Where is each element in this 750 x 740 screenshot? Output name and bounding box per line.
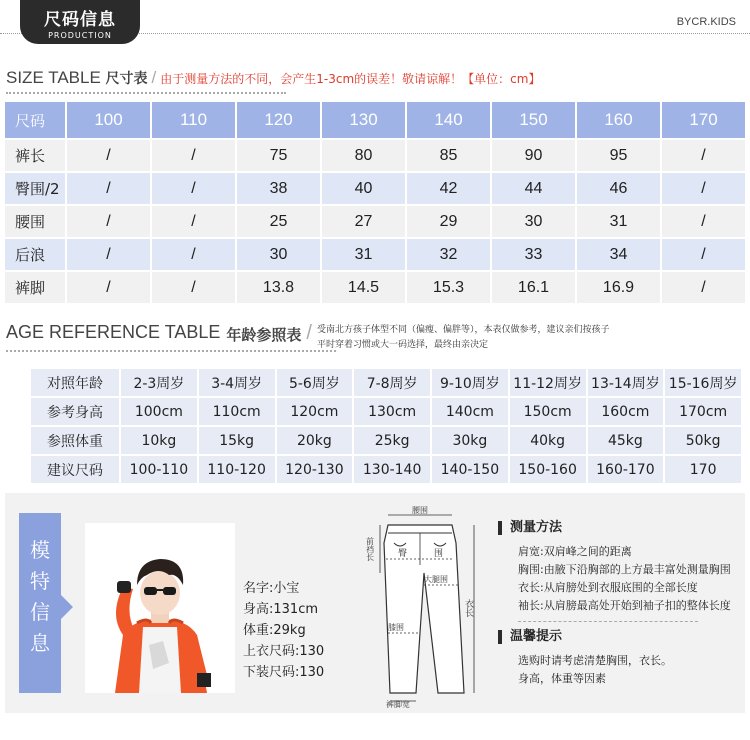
row-label: 后浪 bbox=[5, 239, 65, 270]
measure-line: 袖长:从肩膀最高处开始到袖子扣的整体长度 bbox=[518, 599, 731, 612]
table-cell: 14.5 bbox=[322, 272, 405, 303]
row-label: 裤长 bbox=[5, 140, 65, 171]
table-cell: 9-10周岁 bbox=[432, 369, 508, 396]
table-cell: 170cm bbox=[665, 398, 741, 425]
table-cell: 30kg bbox=[432, 427, 508, 454]
table-cell: 170 bbox=[662, 102, 745, 138]
size-note: 由于测量方法的不同，会产生1-3cm的误差！敬请谅解！【单位：cm】 bbox=[160, 72, 541, 86]
header-tab bbox=[20, 0, 140, 44]
title-separator: / bbox=[306, 322, 312, 344]
measure-line: 胸围:由腋下沿胸部的上方最丰富处测量胸围 bbox=[518, 563, 731, 576]
dotted-divider bbox=[6, 350, 336, 352]
diagram-hem-label: 裤脚宽 bbox=[386, 700, 410, 708]
row-label: 参照体重 bbox=[31, 427, 119, 454]
table-row bbox=[31, 427, 741, 454]
model-weight: 体重:29kg bbox=[243, 623, 306, 638]
table-cell: 120 bbox=[237, 102, 320, 138]
table-cell: / bbox=[67, 140, 150, 171]
model-info-tag bbox=[19, 513, 61, 693]
diagram-front-rise-label: 前裆长 bbox=[365, 537, 375, 561]
table-cell: / bbox=[662, 140, 745, 171]
model-details bbox=[243, 578, 324, 683]
age-desc-line1: 受南北方孩子体型不同（偏瘦、偏胖等），本表仅做参考，建议亲们按孩子 bbox=[316, 324, 610, 334]
diagram-hip-char-2: 围 bbox=[434, 549, 444, 559]
tip-line: 身高，体重等因素 bbox=[518, 672, 606, 685]
table-cell: 130 bbox=[322, 102, 405, 138]
table-cell: 75 bbox=[237, 140, 320, 171]
model-top-size: 上衣尺码:130 bbox=[243, 644, 325, 659]
table-cell: 150cm bbox=[510, 398, 586, 425]
table-cell: 34 bbox=[577, 239, 660, 270]
table-cell: 100-110 bbox=[121, 456, 197, 483]
table-cell: 15-16周岁 bbox=[665, 369, 741, 396]
table-cell: 31 bbox=[322, 239, 405, 270]
model-photo bbox=[85, 523, 235, 693]
table-cell: 150-160 bbox=[510, 456, 586, 483]
brand-name: BYCR.KIDS bbox=[676, 16, 736, 28]
diagram-knee-label: 膝围 bbox=[388, 623, 404, 632]
table-cell: 130-140 bbox=[354, 456, 430, 483]
table-cell: 29 bbox=[407, 206, 490, 237]
model-section bbox=[5, 493, 745, 713]
table-cell: 3-4周岁 bbox=[199, 369, 275, 396]
size-header-row bbox=[5, 102, 745, 138]
table-cell: 140 bbox=[407, 102, 490, 138]
table-cell: / bbox=[152, 206, 235, 237]
measure-line: 肩宽:双肩峰之间的距离 bbox=[518, 545, 632, 558]
table-cell: 160-170 bbox=[588, 456, 664, 483]
table-cell: 150 bbox=[492, 102, 575, 138]
tag-char: 模 bbox=[30, 538, 50, 562]
table-cell: 13.8 bbox=[237, 272, 320, 303]
table-cell: / bbox=[662, 272, 745, 303]
table-cell: 42 bbox=[407, 173, 490, 204]
table-cell: / bbox=[67, 173, 150, 204]
table-cell: 160 bbox=[577, 102, 660, 138]
table-cell: 100 bbox=[67, 102, 150, 138]
table-cell: 110-120 bbox=[199, 456, 275, 483]
table-cell: 50kg bbox=[665, 427, 741, 454]
table-cell: 16.9 bbox=[577, 272, 660, 303]
table-cell: / bbox=[67, 206, 150, 237]
table-cell: 120cm bbox=[277, 398, 353, 425]
table-cell: 140cm bbox=[432, 398, 508, 425]
age-section-title bbox=[6, 322, 697, 352]
table-cell: 120-130 bbox=[277, 456, 353, 483]
tip-title: 温馨提示 bbox=[498, 630, 748, 644]
table-cell: 10kg bbox=[121, 427, 197, 454]
table-cell: 38 bbox=[237, 173, 320, 204]
table-cell: 25 bbox=[237, 206, 320, 237]
table-cell: 110 bbox=[152, 102, 235, 138]
diagram-thigh-label: 大腿围 bbox=[424, 575, 448, 584]
table-cell: 40kg bbox=[510, 427, 586, 454]
row-label: 裤脚 bbox=[5, 272, 65, 303]
table-cell: / bbox=[662, 239, 745, 270]
table-cell: 16.1 bbox=[492, 272, 575, 303]
table-cell: / bbox=[152, 239, 235, 270]
table-cell: / bbox=[152, 272, 235, 303]
row-label: 建议尺码 bbox=[31, 456, 119, 483]
table-cell: 15.3 bbox=[407, 272, 490, 303]
age-title-en: AGE REFERENCE TABLE bbox=[6, 322, 221, 342]
header-title: 尺码信息 bbox=[44, 10, 116, 30]
diagram-waist-label: 腰围 bbox=[412, 506, 428, 515]
table-cell: / bbox=[152, 173, 235, 204]
table-cell: 20kg bbox=[277, 427, 353, 454]
table-cell: 45kg bbox=[588, 427, 664, 454]
measure-title: 测量方法 bbox=[498, 521, 748, 535]
row-label: 对照年龄 bbox=[31, 369, 119, 396]
dotted-divider bbox=[6, 92, 286, 94]
model-bottom-size: 下装尺码:130 bbox=[243, 665, 325, 680]
model-height: 身高:131cm bbox=[243, 602, 319, 617]
table-cell: 33 bbox=[492, 239, 575, 270]
dashed-divider bbox=[518, 621, 698, 622]
table-cell: 27 bbox=[322, 206, 405, 237]
age-desc-line2: 平时穿着习惯或大一码选择，最终由亲决定 bbox=[316, 339, 488, 349]
table-cell: / bbox=[152, 140, 235, 171]
tag-char: 特 bbox=[30, 569, 50, 593]
size-section-title bbox=[6, 68, 540, 88]
table-cell: 130cm bbox=[354, 398, 430, 425]
table-cell: 80 bbox=[322, 140, 405, 171]
table-cell: 2-3周岁 bbox=[121, 369, 197, 396]
table-cell: 13-14周岁 bbox=[588, 369, 664, 396]
title-separator: / bbox=[151, 68, 157, 87]
table-cell: 31 bbox=[577, 206, 660, 237]
table-cell: 40 bbox=[322, 173, 405, 204]
size-title-cn: 尺寸表 bbox=[105, 71, 148, 87]
table-cell: 140-150 bbox=[432, 456, 508, 483]
table-cell: 15kg bbox=[199, 427, 275, 454]
pants-measurement-diagram bbox=[360, 503, 490, 708]
table-cell: 30 bbox=[492, 206, 575, 237]
header-subtitle: PRODUCTION bbox=[48, 31, 112, 40]
model-name: 名字:小宝 bbox=[243, 581, 300, 596]
row-label: 参考身高 bbox=[31, 398, 119, 425]
table-cell: / bbox=[67, 272, 150, 303]
table-cell: 7-8周岁 bbox=[354, 369, 430, 396]
table-cell: 44 bbox=[492, 173, 575, 204]
table-row bbox=[5, 272, 745, 303]
table-cell: 85 bbox=[407, 140, 490, 171]
size-title-en: SIZE TABLE bbox=[6, 68, 101, 87]
table-cell: / bbox=[67, 239, 150, 270]
tag-char: 信 bbox=[30, 600, 50, 624]
table-cell: 30 bbox=[237, 239, 320, 270]
table-cell: 95 bbox=[577, 140, 660, 171]
table-cell: 110cm bbox=[199, 398, 275, 425]
table-cell: 90 bbox=[492, 140, 575, 171]
table-cell: 25kg bbox=[354, 427, 430, 454]
table-row bbox=[31, 456, 741, 483]
table-cell: 32 bbox=[407, 239, 490, 270]
table-row bbox=[31, 398, 741, 425]
row-label: 臀围/2 bbox=[5, 173, 65, 204]
table-cell: 170 bbox=[665, 456, 741, 483]
tag-char: 息 bbox=[30, 631, 50, 655]
diagram-length-label: 衣长 bbox=[463, 599, 473, 617]
table-row bbox=[5, 239, 745, 270]
age-title-cn: 年龄参照表 bbox=[226, 327, 302, 344]
table-cell: / bbox=[662, 173, 745, 204]
table-row bbox=[31, 369, 741, 396]
tip-line: 选购时请考虑清楚胸围，衣长。 bbox=[518, 654, 672, 667]
diagram-hip-char-1: 臀 bbox=[398, 549, 408, 559]
model-photo-illustration bbox=[85, 523, 235, 693]
table-row bbox=[5, 140, 745, 171]
size-table bbox=[3, 100, 747, 305]
table-cell: 100cm bbox=[121, 398, 197, 425]
table-row bbox=[5, 173, 745, 204]
measurement-guide bbox=[498, 521, 748, 688]
table-cell: 5-6周岁 bbox=[277, 369, 353, 396]
row-label: 腰围 bbox=[5, 206, 65, 237]
page-header bbox=[0, 0, 750, 48]
table-cell: 160cm bbox=[588, 398, 664, 425]
table-row bbox=[5, 206, 745, 237]
table-cell: 11-12周岁 bbox=[510, 369, 586, 396]
measure-line: 衣长:从肩膀处到衣服底围的全部长度 bbox=[518, 581, 698, 594]
row-label: 尺码 bbox=[5, 102, 65, 138]
age-description bbox=[317, 322, 697, 352]
table-cell: 46 bbox=[577, 173, 660, 204]
age-table bbox=[29, 367, 743, 485]
table-cell: / bbox=[662, 206, 745, 237]
